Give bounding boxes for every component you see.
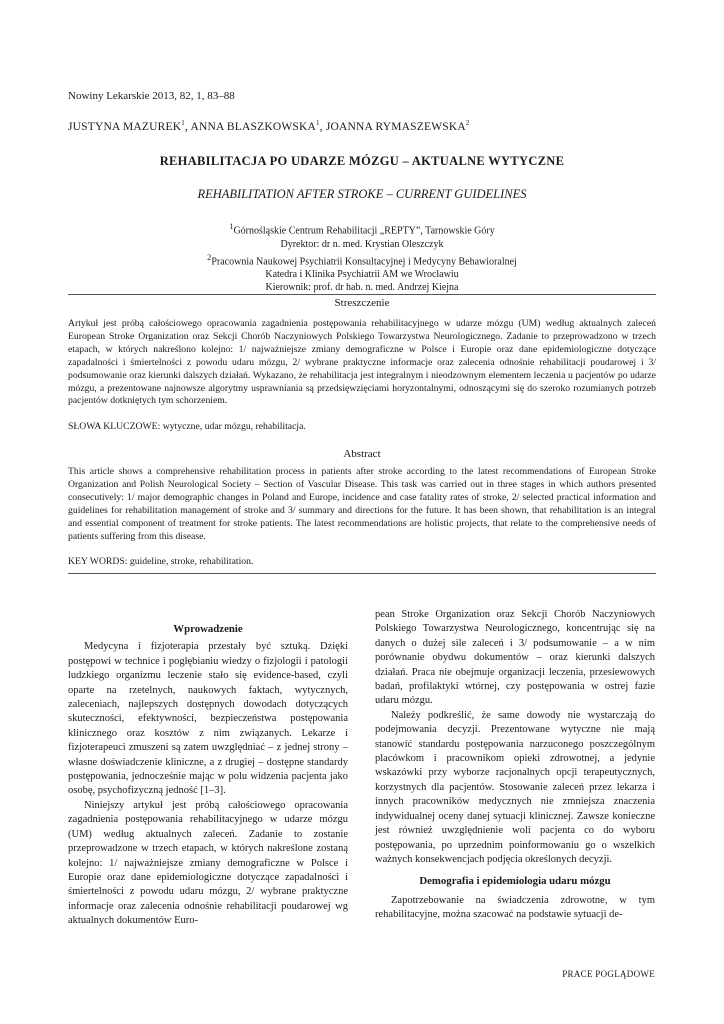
journal-citation: Nowiny Lekarskie 2013, 82, 1, 83–88 bbox=[68, 90, 235, 102]
affiliation-2: $^2$Pracownia Naukowej Psychiatrii Konsultacyjnej i Medycyny Behawioralnej bbox=[207, 252, 517, 268]
author-name: JOANNA RYMASZEWSKA bbox=[325, 121, 466, 133]
body-column-right bbox=[375, 608, 655, 923]
title-polish: REHABILITACJA PO UDARZE MÓZGU – AKTUALNE WYTYCZNE bbox=[159, 154, 565, 168]
footer-section-label: PRACE POGLĄDOWE bbox=[562, 969, 655, 979]
affiliation-1-director: Dyrektor: dr n. med. Krystian Oleszczyk bbox=[280, 238, 444, 250]
author-affiliation-mark: 1 bbox=[316, 119, 320, 128]
abstract-heading: Abstract bbox=[343, 448, 381, 460]
author-affiliation-mark: 2 bbox=[465, 119, 470, 128]
paragraph: Medycyna i fizjoterapia przestały być sztuką. Dzięki postępowi w technice i pogłębianiu wiedzy o fizjologii i patologii ludzkiego organizmu leczenie stało się evidence-based, czyli oparte na rzetelnych, naukowych faktach, wytycznych, zaleceniach, najlepszych dostępnych dowodach dotyczących skuteczności, efektywności, bezpieczeństwa postępowania klinicznego oraz kosztów z nim związanych. Lekarze i fizjoterapeuci zmuszeni są zatem uwzględniać – z jednej strony – własne doświadczenie kliniczne, a z drugiej – dostępne standardy postępowania, jednocześnie mając w polu widzenia pacjenta jako osobę, psychofizyczną jedność [1–3]. bbox=[68, 641, 348, 797]
streszczenie-text: Artykuł jest próbą całościowego opracowania zagadnienia postępowania rehabilitacyjnego w udarze mózgu (UM) według aktualnych zaleceń European Stroke Organization oraz Sekcji Chorób Naczyniowych Polskiego Towarzystwa Neurologicznego. Zadanie to przeprowadzono w trzech etapach, w których nakreślono kolejno: 1/ najważniejsze zmiany demograficzne w Polsce i Europie oraz dane epidemiologiczne dotyczące zapadalności i śmiertelności z powodu udaru mózgu, 2/ wybrane praktyczne informacje oraz zalecenia odnośnie rehabilitacji poudarowej i 3/ podsumowanie oraz kierunki dalszych działań. Wykazano, że rehabilitacja jest integralnym i nieodzownym elementem leczenia u pacjentów po udarze mózgu, a prezentowane najnowsze algorytmy usprawniania są przedsięwzięciami horyzontalnymi, odnoszącymi się do szeroko rozumianych potrzeb pacjentów dotkniętych tym schorzeniem. bbox=[68, 318, 656, 407]
paragraph: Zapotrzebowanie na świadczenia zdrowotne, w tym rehabilitacyjne, można szacować na podstawie sytuacji de- bbox=[375, 894, 655, 921]
abstract-text: This article shows a comprehensive rehabilitation process in patients after stroke according to the latest recommendations of European Stroke Organization and Polish Neurological Society – Section of Vascular Disease. This task was carried out in three stages in which authors presented consecutively: 1/ major demographic changes in Poland and Europe, incidence and case fatality rates of stroke, 2/ selected practical information and guidelines for rehabilitation management of stroke and 3/ summary and directions for the future. It has been shown, that rehabilitation is an integral and essential component of treatment for stroke patients. The latest recommendations are holistic projects, that relate to the comprehensive needs of patients suffering from this disease. bbox=[68, 466, 656, 542]
paragraph-continued: pean Stroke Organization oraz Sekcji Chorób Naczyniowych Polskiego Towarzystwa Neurologicznego, koncentrując się na danych o dużej sile zaleceń i 3/ podsumowanie – a w nim porównanie obydwu dokumentów – oraz kierunki dalszych działań. Praca nie obejmuje organizacji leczenia, przesiewowych badań, profilaktyki wtórnej, czy postępowania w ostrej fazie udaru mózgu. bbox=[375, 609, 655, 707]
section-heading-demography: Demografia i epidemiologia udaru mózgu bbox=[419, 875, 611, 888]
streszczenie-heading: Streszczenie bbox=[334, 297, 390, 309]
english-keywords: KEY WORDS: guideline, stroke, rehabilitation. bbox=[68, 556, 254, 567]
section-heading-introduction: Wprowadzenie bbox=[173, 623, 243, 635]
polish-keywords: SŁOWA KLUCZOWE: wytyczne, udar mózgu, rehabilitacja. bbox=[68, 421, 306, 432]
affiliation-2-head: Kierownik: prof. dr hab. n. med. Andrzej Kiejna bbox=[265, 282, 459, 294]
author-name: JUSTYNA MAZUREK bbox=[68, 121, 182, 133]
title-english: REHABILITATION AFTER STROKE – CURRENT GUIDELINES bbox=[197, 187, 527, 201]
author-name: ANNA BLASZKOWSKA bbox=[190, 121, 316, 133]
author-affiliation-mark: 1 bbox=[181, 119, 185, 128]
divider bbox=[68, 294, 656, 295]
paragraph: Należy podkreślić, że same dowody nie wystarczają do podejmowania decyzji. Prezentowane wytyczne nie mają stanowić standardu postępowania narzuconego poszczególnym placówkom i pracownikom opieki zdrowotnej, a jedynie wskazówki przy wyborze racjonalnych opcji terapeutycznych, korzystnych dla pacjentów. Stosowanie zaleceń przez lekarza i innych pracowników medycznych nie zmniejsza znaczenia indywidualnej oceny danej sytuacji klinicznej. Zawsze konieczne jest również uwzględnienie woli pacjenta co do wyboru postępowania, po uprzednim poinformowaniu go o wszelkich ważnych konsekwencjach podjęcia określonych decyzji. bbox=[375, 709, 655, 865]
affiliations bbox=[68, 220, 656, 295]
body-column-left bbox=[68, 622, 348, 929]
author-list: JUSTYNA MAZUREK$^1$, ANNA BLASZKOWSKA$^1$, JOANNA RYMASZEWSKA$^2$ bbox=[68, 119, 470, 133]
divider bbox=[68, 573, 656, 574]
paragraph: Niniejszy artykuł jest próbą całościowego opracowania zagadnienia postępowania rehabilitacyjnego w udarze mózgu (UM) według aktualnych zaleceń. Zadanie to zostanie przeprowadzone w trzech etapach, w których nakreślone zostaną kolejno: 1/ najważniejsze zmiany demograficzne w Polsce i Europie oraz dane epidemiologiczne dotyczące zapadalności i śmiertelności z powodu udaru mózgu, 2/ wybrane praktyczne informacje oraz zalecenia odnośnie rehabilitacji poudarowej wg aktualnych dokumentów Euro- bbox=[68, 799, 348, 927]
affiliation-1: $^1$Górnośląskie Centrum Rehabilitacji „REPTY”, Tarnowskie Góry bbox=[229, 222, 495, 237]
affiliation-2-department: Katedra i Klinika Psychiatrii AM we Wrocławiu bbox=[265, 269, 459, 281]
